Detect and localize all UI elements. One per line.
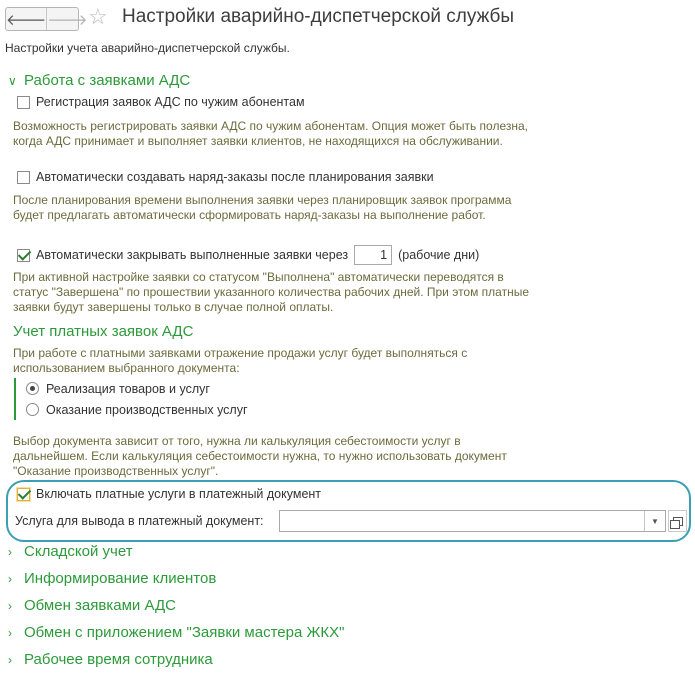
radio-label: Оказание производственных услуг	[46, 402, 248, 417]
include-paid-label: Включать платные услуги в платежный документ	[36, 487, 322, 501]
auto-close-checkbox-row[interactable]	[17, 245, 479, 265]
section-warehouse[interactable]	[8, 543, 133, 560]
radio-label: Реализация товаров и услуг	[46, 381, 210, 396]
foreign-reg-description: Возможность регистрировать заявки АДС по чужим абонентам. Опция может быть полезна, когда АДС принимает и выполняет заявки клиентов, не находящихся на обслуживании.	[13, 119, 528, 148]
open-window-icon	[673, 517, 683, 526]
chevron-down-icon: ∨	[8, 73, 17, 88]
section-master-app-exchange[interactable]	[8, 624, 344, 641]
chevron-right-icon: ›	[8, 652, 12, 667]
auto-close-label: Автоматически закрывать выполненные заявки через	[36, 248, 349, 262]
radio-button[interactable]	[26, 382, 39, 395]
paid-intro: При работе с платными заявками отражение продажи услуг будет выполняться с использованием выбранного документа:	[13, 346, 468, 375]
section-label: Рабочее время сотрудника	[24, 651, 213, 668]
auto-orders-description: После планирования времени выполнения заявки через планировщик заявок программа будет предлагать автоматически сформировать наряд-заказы на выполнение работ.	[13, 193, 512, 222]
section-client-notifications[interactable]	[8, 570, 216, 587]
include-paid-checkbox[interactable]	[17, 488, 30, 501]
favorite-star-icon[interactable]: ☆	[88, 4, 108, 29]
chevron-right-icon: ›	[8, 571, 12, 586]
auto-orders-label: Автоматически создавать наряд-заказы после планирования заявки	[36, 170, 434, 184]
page-title: Настройки аварийно-диспетчерской службы	[122, 6, 515, 27]
section-employee-work-time[interactable]	[8, 651, 213, 668]
back-button[interactable]	[6, 8, 46, 30]
radio-option-sales[interactable]	[26, 378, 248, 399]
radio-button[interactable]	[26, 403, 39, 416]
chevron-right-icon: ›	[8, 544, 12, 559]
dropdown-arrow-icon[interactable]: ▼	[644, 511, 665, 531]
open-service-button[interactable]	[668, 510, 687, 532]
paid-subsection-title: Учет платных заявок АДС	[13, 323, 194, 340]
section-ads-exchange[interactable]	[8, 597, 176, 614]
chevron-right-icon: ›	[8, 625, 12, 640]
auto-close-checkbox[interactable]	[17, 249, 30, 262]
arrow-right-icon: 🡒	[47, 11, 88, 29]
auto-orders-checkbox-row[interactable]	[17, 170, 434, 184]
section-label: Обмен с приложением "Заявки мастера ЖКХ"	[24, 624, 345, 641]
section-label: Обмен заявками АДС	[24, 597, 176, 614]
include-paid-checkbox-row[interactable]	[17, 487, 321, 501]
section-label: Информирование клиентов	[24, 570, 217, 587]
foreign-reg-checkbox[interactable]	[17, 96, 30, 109]
auto-close-days-input[interactable]: 1	[354, 245, 392, 265]
document-choice-note: Выбор документа зависит от того, нужна ли калькуляция себестоимости услуг в дальнейшем. Если калькуляция себестоимости нужна, то нужно использовать документ "Оказание производственных услуг".	[13, 434, 507, 478]
auto-close-description: При активной настройке заявки со статусом "Выполнена" автоматически переводятся в статус "Завершена" по прошествии указанного количества рабочих дней. При этом платные заявки будут завершены только в случае полной оплаты.	[13, 270, 530, 314]
section-label: Работа с заявками АДС	[24, 72, 191, 89]
foreign-reg-checkbox-row[interactable]	[17, 95, 305, 109]
service-field-label: Услуга для вывода в платежный документ:	[15, 514, 264, 528]
auto-close-days-suffix: (рабочие дни)	[398, 248, 480, 262]
section-ads-requests[interactable]	[8, 72, 190, 89]
auto-orders-checkbox[interactable]	[17, 171, 30, 184]
radio-option-production[interactable]	[26, 399, 248, 420]
section-label: Складской учет	[24, 543, 133, 560]
document-type-radio-group	[14, 378, 248, 420]
chevron-right-icon: ›	[8, 598, 12, 613]
arrow-left-icon: 🡐	[6, 11, 47, 29]
forward-button[interactable]	[46, 8, 87, 30]
foreign-reg-label: Регистрация заявок АДС по чужим абонентам	[36, 95, 305, 109]
navigation-buttons	[5, 7, 88, 31]
page-subtitle: Настройки учета аварийно-диспетчерской службы.	[5, 41, 290, 55]
service-select[interactable]	[279, 510, 666, 532]
